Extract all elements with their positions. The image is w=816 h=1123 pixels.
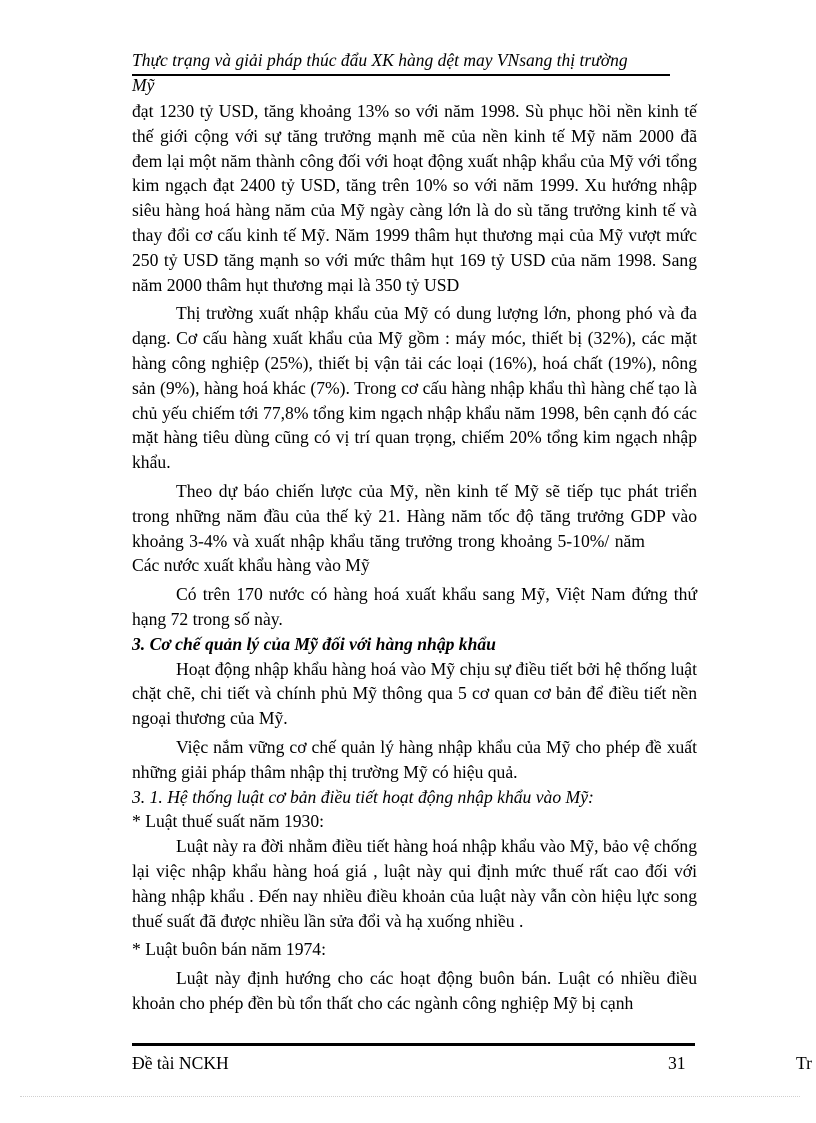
page-header-title-continued: Mỹ	[132, 75, 155, 95]
law-1974-title: * Luật buôn bán năm 1974:	[132, 939, 326, 960]
page-header-title: Thực trạng và giải pháp thúc đẩu XK hàng dệt may VNsang thị trường	[132, 50, 628, 70]
paragraph-import-regulation: Hoạt động nhập khẩu hàng hoá vào Mỹ chịu sự điều tiết bởi hệ thống luật chặt chẽ, chi tiết và chính phủ Mỹ thông qua 5 cơ quan cơ bản để điều tiết nền ngoại thương của Mỹ.	[132, 658, 697, 729]
law-1930-title: * Luật thuế suất năm 1930:	[132, 811, 325, 832]
section-3-title: 3. Cơ chế quản lý của Mỹ đối với hàng nhập khẩu	[132, 633, 496, 654]
paragraph-forecast	[132, 479, 697, 578]
paragraph-mechanism-importance: Việc nắm vững cơ chế quản lý hàng nhập khẩu của Mỹ cho phép đề xuất những giải pháp thâm nhập thị trường Mỹ có hiệu quả.	[132, 736, 697, 782]
paragraph-trade-structure: Thị trường xuất nhập khẩu của Mỹ có dung lượng lớn, phong phó và đa dạng. Cơ cấu hàng xuất khẩu của Mỹ gồm : máy móc, thiết bị (32%), các mặt hàng công nghiệp (25%), thiết bị vận tải các loại (16%), hoá chất (19%), nông sản (9%), hàng hoá khác (7%). Trong cơ cấu hàng nhập khẩu thì hàng chế tạo là chủ yếu chiếm tới 77,8% tổng kim ngạch nhập khẩu năm 1998, bên cạnh đó các mặt hàng tiêu dùng cũng có vị trí quan trọng, chiếm 20% tổng kim ngạch nhập khẩu.	[132, 303, 697, 473]
header-divider	[132, 74, 670, 76]
paragraph-country-rank: Có trên 170 nước có hàng hoá xuất khẩu sang Mỹ, Việt Nam đứng thứ hạng 72 trong số này.	[132, 584, 697, 629]
paragraph-law-1930: Luật này ra đời nhằm điều tiết hàng hoá nhập khẩu vào Mỹ, bảo vệ chống lại việc nhập khẩu hàng hoá giá , luật này qui định mức thuế rất cao đối với hàng nhập khẩu . Đến nay nhiều điều khoản của luật này vẫn còn hiệu lực song thuế suất đã được nhiều lần sửa đổi và hạ xuống nhiều .	[132, 836, 697, 931]
page-number: 31	[668, 1053, 686, 1073]
subsection-3-1-title: 3. 1. Hệ thống luật cơ bản điều tiết hoạt động nhập khẩu vào Mỹ:	[132, 786, 594, 807]
forecast-text: Theo dự báo chiến lược của Mỹ, nền kinh tế Mỹ sẽ tiếp tục phát triển trong những năm đầu của thế kỷ 21. Hàng năm tốc độ tăng trưởng GDP vào khoảng 3-4% và xuất nhập khẩu tăng trưởng trong khoảng 5-10%/ năm	[132, 480, 697, 551]
footer-divider	[132, 1043, 695, 1046]
footer-edge-text: Tr	[796, 1053, 812, 1073]
page-bottom-border	[20, 1096, 800, 1097]
paragraph-trade-growth: đạt 1230 tỷ USD, tăng khoảng 13% so với năm 1998. Sù phục hồi nền kinh tế thế giới cộng với sự tăng trưởng mạnh mẽ của nền kinh tế Mỹ năm 2000 đã đem lại một năm thành công đối với hoạt động xuất nhập khẩu của Mỹ với tổng kim ngạch đạt 2400 tỷ USD, tăng trên 10% so với năm 1999. Xu hướng nhập siêu hàng hoá hàng năm của Mỹ ngày càng lớn là do sù tăng trưởng kinh tế và thay đổi cơ cấu kinh tế Mỹ. Năm 1999 thâm hụt thương mại của Mỹ vượt mức 250 tỷ USD tăng mạnh so với mức thâm hụt 169 tỷ USD của năm 1998. Sang năm 2000 thâm hụt thương mại là 350 tỷ USD	[132, 101, 697, 295]
footer-label: Đề tài NCKH	[132, 1053, 229, 1073]
document-body	[132, 99, 697, 1016]
exporting-countries-heading: Các nước xuất khẩu hàng vào Mỹ	[132, 555, 370, 576]
paragraph-law-1974: Luật này định hướng cho các hoạt động buôn bán. Luật có nhiều điều khoản cho phép đền bù tổn thất cho các ngành công nghiệp Mỹ bị cạnh	[132, 968, 697, 1013]
